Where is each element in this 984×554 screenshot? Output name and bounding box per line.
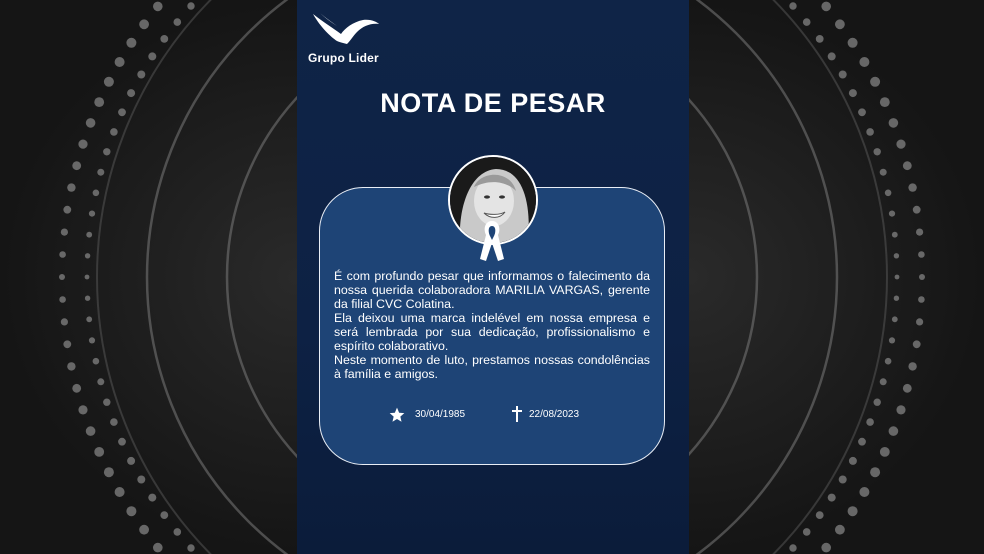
message-paragraph: É com profundo pesar que informamos o falecimento da nossa querida colaboradora MARILIA VARGAS, gerente da filial CVC Colatina. xyxy=(334,269,650,311)
condolence-message xyxy=(334,269,650,381)
cross-icon xyxy=(512,406,522,422)
eagle-icon xyxy=(311,10,381,50)
condolence-panel xyxy=(297,0,689,554)
message-paragraph: Neste momento de luto, prestamos nossas condolências à família e amigos. xyxy=(334,353,650,381)
star-icon xyxy=(389,407,405,423)
brand-name: Grupo Lider xyxy=(308,51,379,65)
birth-date: 30/04/1985 xyxy=(415,409,466,420)
death-date: 22/08/2023 xyxy=(529,409,580,420)
mourning-ribbon-icon xyxy=(476,217,508,263)
life-dates xyxy=(297,405,689,425)
message-paragraph: Ela deixou uma marca indelével em nossa empresa e será lembrada por sua dedicação, profissionalismo e espírito colaborativo. xyxy=(334,311,650,353)
page-title: NOTA DE PESAR xyxy=(380,88,606,118)
company-logo xyxy=(307,10,387,70)
